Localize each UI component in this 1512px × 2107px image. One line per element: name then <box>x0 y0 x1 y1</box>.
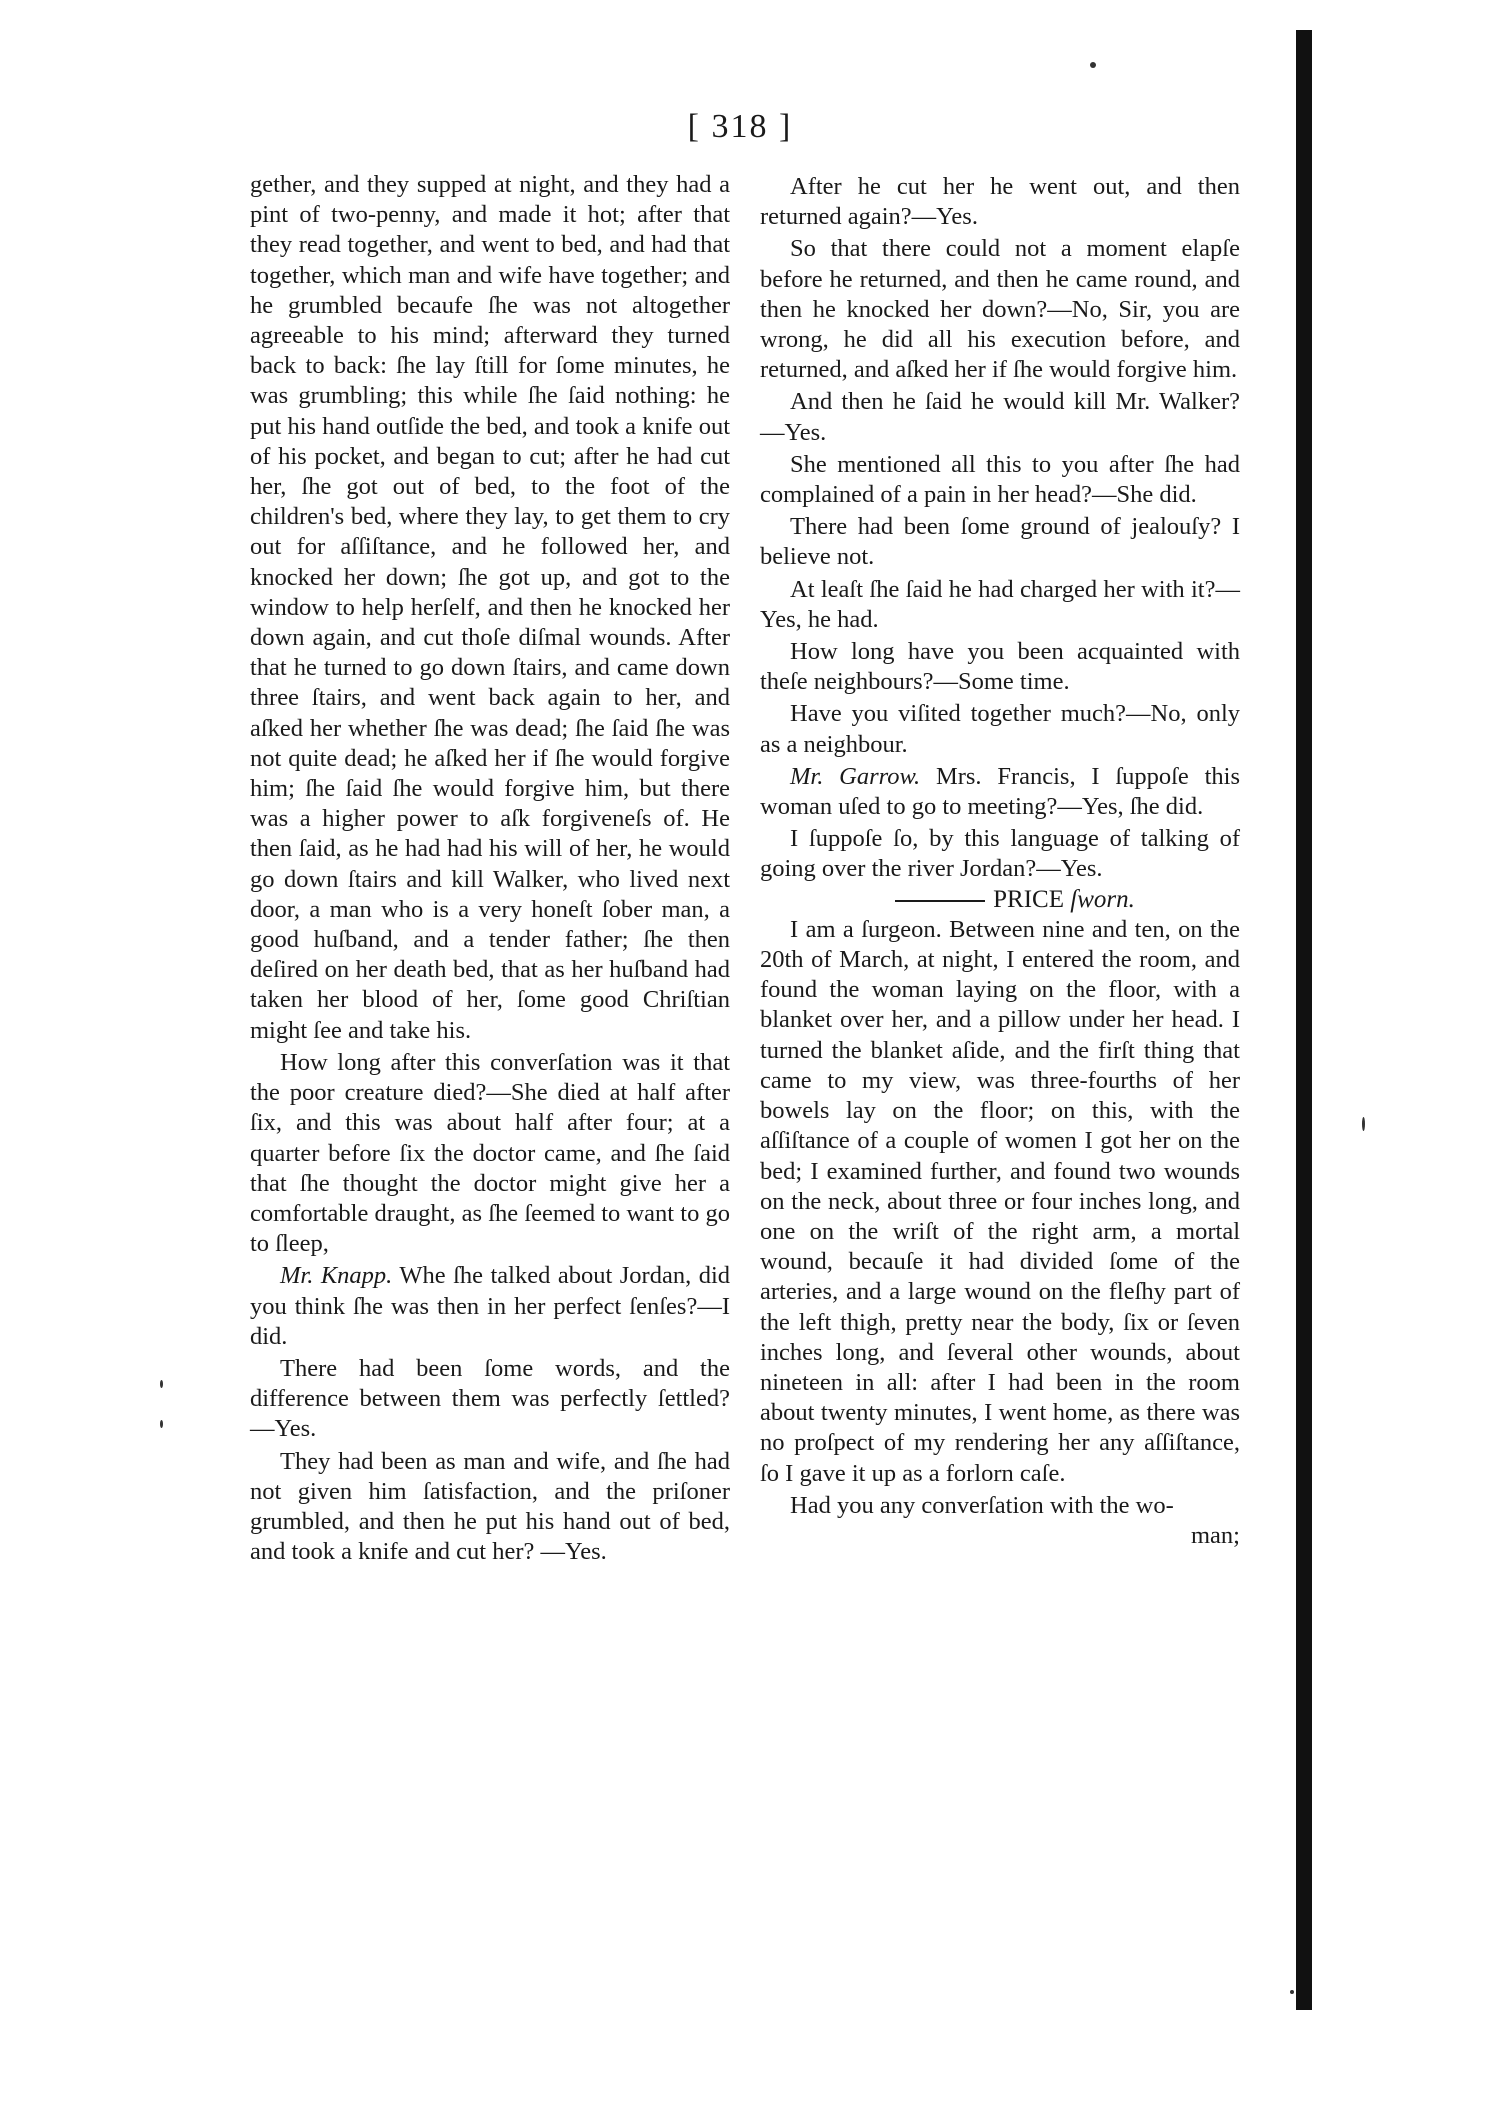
paragraph: After he cut her he went out, and then returned again?—Yes. <box>760 173 1240 231</box>
ink-speck <box>1090 62 1096 68</box>
paragraph: I ſuppoſe ſo, by this language of talking of going over the river Jordan?—Yes. <box>760 825 1240 883</box>
paragraph: They had been as man and wife, and ſhe had not given him ſatisfaction, and the priſoner grumbled, and then he put his hand out of bed, and took a knife and cut her? —Yes. <box>250 1447 730 1566</box>
left-column <box>250 170 730 1567</box>
right-column <box>760 170 1240 1551</box>
paragraph: At leaſt ſhe ſaid he had charged her with it?—Yes, he had. <box>760 575 1240 633</box>
paragraph: Have you viſited together much?—No, only as a neighbour. <box>760 700 1240 758</box>
paragraph: Had you any converſation with the wo- <box>790 1491 1174 1519</box>
speaker-text: Whe ſhe talked about Jordan, did you think ſhe was then in her perfect ſenſes?—I did. <box>250 1262 730 1350</box>
ink-speck <box>1362 1117 1365 1131</box>
page-number: [ 318 ] <box>687 108 793 145</box>
paragraph: She mentioned all this to you after ſhe had complained of a pain in her head?—She did. <box>760 450 1240 509</box>
paragraph: There had been ſome words, and the difference between them was perfectly ſettled?—Yes. <box>250 1354 730 1443</box>
paragraph: There had been ſome ground of jealouſy? I believe not. <box>760 513 1240 571</box>
witness-name: PRICE <box>993 885 1064 913</box>
heading-rule <box>895 900 985 902</box>
catchword: man; <box>1191 1521 1240 1549</box>
ink-speck <box>160 1420 163 1428</box>
paragraph: gether, and they supped at night, and they had a pint of two-penny, and made it hot; after that they read together, and went to bed, and had that together, which man and wife have together; and he grumbled becaufe ſhe was not altogether agreeable to his mind; afterward they turned back to back: ſhe lay ſtill for ſome minutes, he was grumbling; this while ſhe ſaid nothing: he put his hand outſide the bed, and took a knife out of his pocket, and began to cut; after he had cut her, ſhe got out of bed, to the foot of the children's bed, where they lay, to get them to cry out for aſſiſtance, and he followed her, and knocked her down; ſhe got up, and got to the window to help herſelf, and then he knocked her down again, and cut thoſe diſmal wounds. After that he turned to go down ſtairs, and came down three ſtairs, and went back again to her, and aſked her whether ſhe was dead; ſhe ſaid ſhe was not quite dead; he aſked her if ſhe would forgive him; ſhe ſaid ſhe would forgive him, but there was a higher power to aſk forgiveneſs of. He then ſaid, as he had had his will of her, he would go down ſtairs and kill Walker, who lived next door, a man who is a very honeſt ſober man, a good huſband, and a tender father; ſhe then deſired on her death bed, that as her huſband had taken her blood of her, ſome good Chriſtian might ſee and take his. <box>250 171 730 1044</box>
witness-heading <box>760 885 1240 915</box>
paragraph <box>760 762 1240 822</box>
speaker-name: Mr. Garrow. <box>790 762 921 790</box>
paragraph: How long after this converſation was it that the poor creature died?—She died at half after ſix, and this was about half after four; at a quarter before ſix the doctor came, and ſhe ſaid that ſhe thought the doctor might give her a comfortable draught, as ſhe ſeemed to want to go to ſleep, <box>250 1048 730 1258</box>
paragraph: I am a ſurgeon. Between nine and ten, on the 20th of March, at night, I entered the room, and found the woman laying on the floor, with a blanket over her, and a pillow under her head. I turned the blanket aſide, and the firſt thing that came to my view, was three-fourths of her bowels lay on the floor; on this, with the aſſiſtance of a couple of women I got her on the bed; I examined further, and found two wounds on the neck, about three or four inches long, and one on the wriſt of the right arm, a mortal wound, becauſe it had divided ſome of the arteries, and a large wound on the fleſhy part of the left thigh, pretty near the body, ſix or ſeven inches long, and ſeveral other wounds, about nineteen in all: after I had been in the room about twenty minutes, I went home, as there was no proſpect of my rendering her any aſſiſtance, ſo I gave it up as a forlorn caſe. <box>760 915 1240 1487</box>
speaker-text: Mrs. Francis, I ſuppoſe this woman uſed to go to meeting?—Yes, ſhe did. <box>760 762 1240 821</box>
page-edge-shadow <box>1296 30 1312 2010</box>
ink-speck <box>160 1380 163 1388</box>
paragraph <box>250 1261 730 1352</box>
paragraph: And then he ſaid he would kill Mr. Walker?—Yes. <box>760 388 1240 446</box>
ink-speck <box>1290 1990 1294 1994</box>
paragraph: How long have you been acquainted with theſe neighbours?—Some time. <box>760 638 1240 696</box>
paragraph: So that there could not a moment elapſe before he returned, and then he came round, and then he knocked her down?—No, Sir, you are wrong, he did all his execution before, and returned, and aſked her if ſhe would forgive him. <box>760 235 1240 384</box>
sworn-label: ſworn. <box>1070 885 1135 913</box>
speaker-name: Mr. Knapp. <box>280 1262 393 1290</box>
